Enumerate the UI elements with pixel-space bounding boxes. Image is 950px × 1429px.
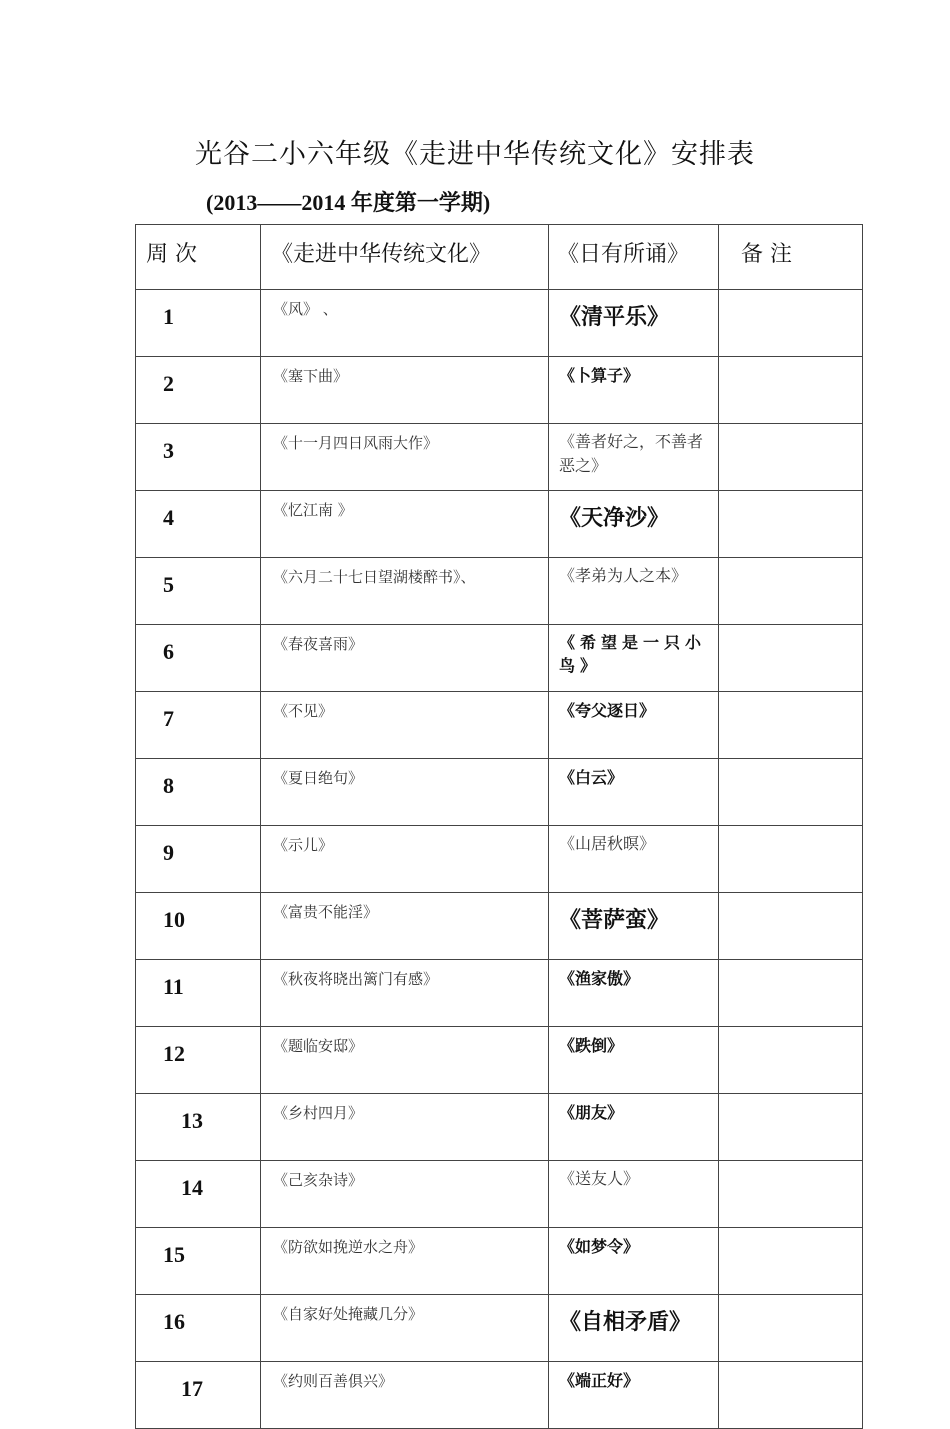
recite-text: 《渔家傲》 [549,960,719,1027]
recite-text: 《送友人》 [549,1161,719,1228]
table-row [136,1228,863,1295]
note-cell [719,1295,863,1362]
note-cell [719,558,863,625]
recite-text: 《希望是一只小鸟》 [549,625,719,692]
week-number: 15 [136,1228,261,1295]
week-number: 16 [136,1295,261,1362]
week-number: 7 [136,692,261,759]
culture-text: 《富贵不能淫》 [261,893,549,960]
week-number: 6 [136,625,261,692]
note-cell [719,1027,863,1094]
header-culture: 《走进中华传统文化》 [261,225,549,290]
week-number: 14 [136,1161,261,1228]
recite-text: 《卜算子》 [549,357,719,424]
culture-text: 《约则百善俱兴》 [261,1362,549,1429]
note-cell [719,759,863,826]
culture-text: 《十一月四日风雨大作》 [261,424,549,491]
week-number: 8 [136,759,261,826]
table-row [136,960,863,1027]
table-row [136,692,863,759]
culture-text: 《忆江南 》 [261,491,549,558]
header-recite: 《日有所诵》 [549,225,719,290]
header-note: 备 注 [719,225,863,290]
note-cell [719,290,863,357]
recite-text: 《天净沙》 [549,491,719,558]
table-row [136,290,863,357]
recite-text: 《如梦令》 [549,1228,719,1295]
recite-text: 《菩萨蛮》 [549,893,719,960]
culture-text: 《秋夜将晓出篱门有感》 [261,960,549,1027]
culture-text: 《己亥杂诗》 [261,1161,549,1228]
note-cell [719,960,863,1027]
week-number: 3 [136,424,261,491]
note-cell [719,1228,863,1295]
recite-text: 《善者好之，不善者恶之》 [549,424,719,491]
week-number: 1 [136,290,261,357]
culture-text: 《示儿》 [261,826,549,893]
recite-text: 《端正好》 [549,1362,719,1429]
week-number: 4 [136,491,261,558]
note-cell [719,1161,863,1228]
note-cell [719,826,863,893]
culture-text: 《自家好处掩藏几分》 [261,1295,549,1362]
note-cell [719,357,863,424]
table-row [136,1161,863,1228]
culture-text: 《防欲如挽逆水之舟》 [261,1228,549,1295]
table-row [136,893,863,960]
culture-text: 《乡村四月》 [261,1094,549,1161]
week-number: 13 [136,1094,261,1161]
table-row [136,826,863,893]
table-row [136,558,863,625]
week-number: 12 [136,1027,261,1094]
culture-text: 《风》 、 [261,290,549,357]
note-cell [719,1362,863,1429]
week-number: 11 [136,960,261,1027]
week-number: 5 [136,558,261,625]
recite-text: 《孝弟为人之本》 [549,558,719,625]
note-cell [719,692,863,759]
note-cell [719,491,863,558]
culture-text: 《不见》 [261,692,549,759]
week-number: 9 [136,826,261,893]
culture-text: 《题临安邸》 [261,1027,549,1094]
culture-text: 《塞下曲》 [261,357,549,424]
week-number: 2 [136,357,261,424]
recite-text: 《白云》 [549,759,719,826]
recite-text: 《清平乐》 [549,290,719,357]
table-row [136,1094,863,1161]
recite-text: 《夸父逐日》 [549,692,719,759]
recite-text: 《自相矛盾》 [549,1295,719,1362]
recite-text: 《朋友》 [549,1094,719,1161]
page-subtitle: (2013——2014 年度第一学期) [206,190,491,215]
table-row [136,625,863,692]
culture-text: 《夏日绝句》 [261,759,549,826]
week-number: 17 [136,1362,261,1429]
table-row [136,1027,863,1094]
culture-text: 《六月二十七日望湖楼醉书》、 [261,558,549,625]
schedule-table [135,224,863,1429]
table-row [136,759,863,826]
note-cell [719,625,863,692]
note-cell [719,424,863,491]
table-row [136,491,863,558]
table-row [136,357,863,424]
table-row [136,1362,863,1429]
culture-text: 《春夜喜雨》 [261,625,549,692]
page-title: 光谷二小六年级《走进中华传统文化》安排表 [195,139,755,170]
note-cell [719,1094,863,1161]
header-week: 周 次 [136,225,261,290]
recite-text: 《跌倒》 [549,1027,719,1094]
table-row [136,1295,863,1362]
note-cell [719,893,863,960]
recite-text: 《山居秋暝》 [549,826,719,893]
table-header-row [136,225,863,290]
week-number: 10 [136,893,261,960]
table-row [136,424,863,491]
